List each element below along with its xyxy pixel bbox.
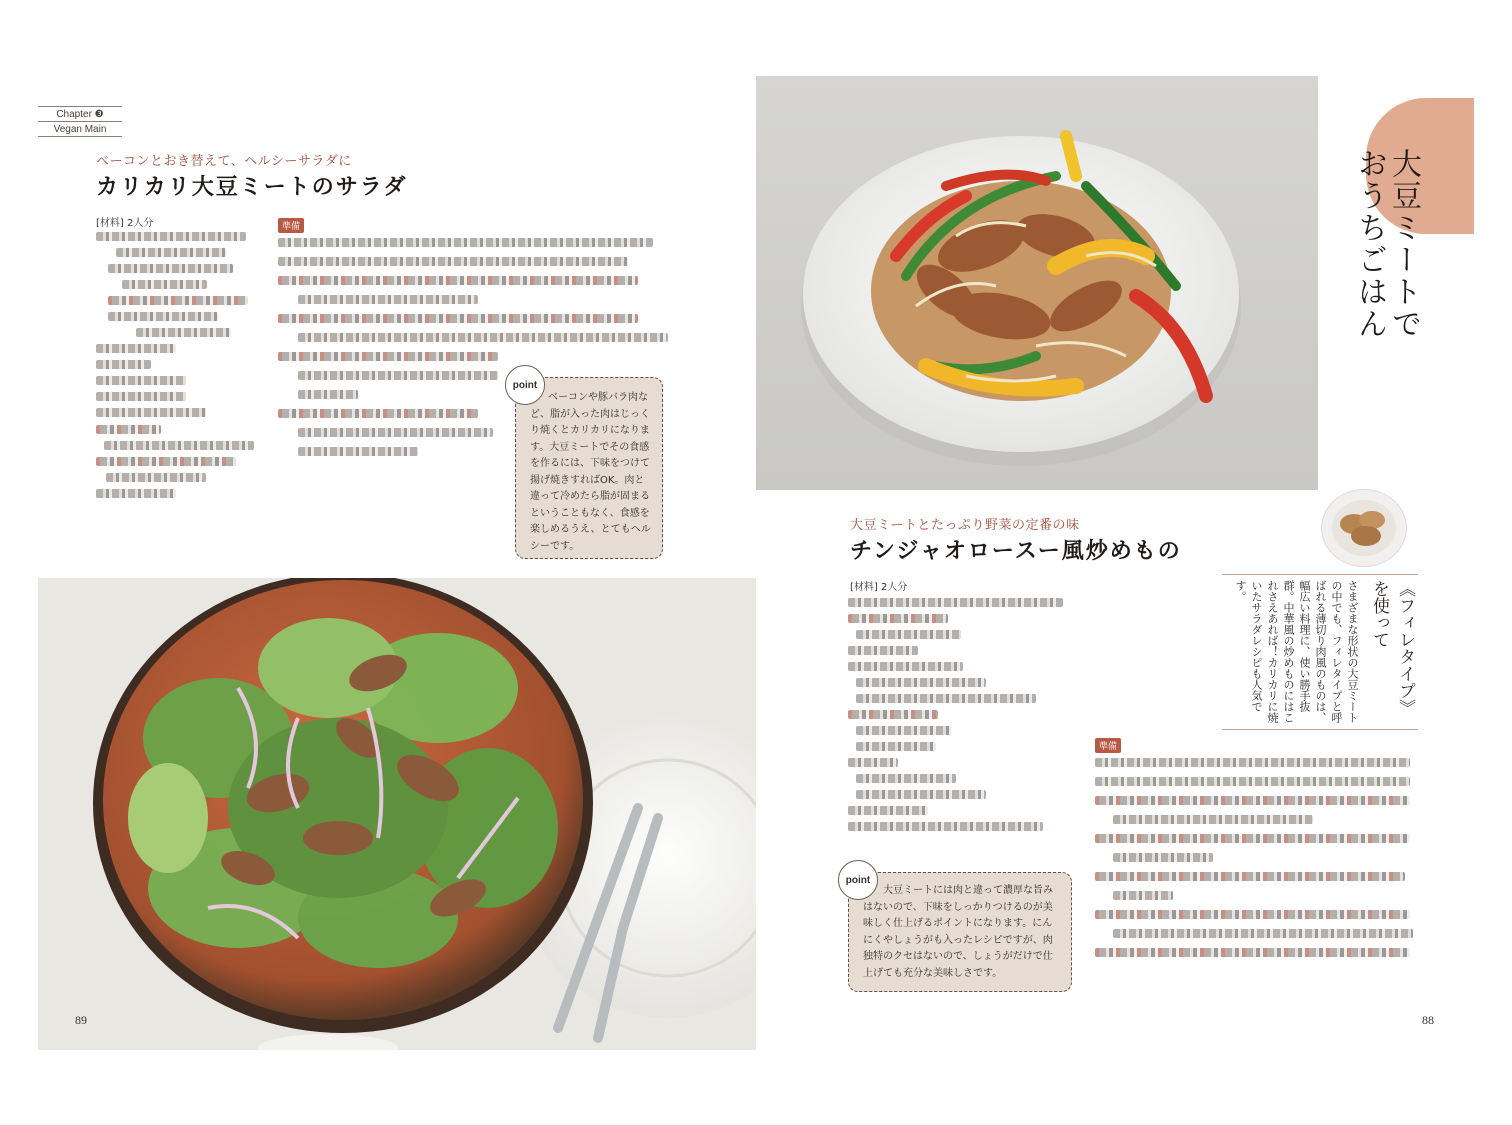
- chapter-label: [38, 106, 122, 137]
- recipe-title: カリカリ大豆ミートのサラダ: [96, 175, 408, 200]
- prep-tag: 準備: [278, 218, 304, 233]
- page-number-right: 88: [1422, 1013, 1434, 1027]
- materials-heading: [材料] 2人分: [96, 218, 154, 229]
- point-badge: point: [505, 365, 545, 405]
- chapter-name: Vegan Main: [38, 121, 122, 137]
- point-box-right: [848, 872, 1072, 992]
- series-title: 大豆ミートでおうちごはん: [1352, 148, 1421, 340]
- materials-list-right: [848, 598, 1068, 838]
- point-text-right: 大豆ミートには肉と違って濃厚な旨みはないので、下味をしっかりつけるのが美味しく仕上げるポイントになります。にんにくやしょうがも入ったレシピですが、肉独特のクセはないので、しょうがだけで仕上げても充分な美味しさです。: [863, 885, 1053, 979]
- materials-list: [96, 232, 256, 505]
- recipe-subtitle-right: 大豆ミートとたっぷり野菜の定番の味: [850, 518, 1080, 533]
- point-text: ベーコンや豚バラ肉など、脂が入った肉はじっくり焼くとカリカリになります。大豆ミートでその食感を作るには、下味をつけて揚げ焼きすればOK。肉と違って冷めたら脂が固まるということもなく、食感を楽しめるうえ、とてもヘルシーです。: [530, 392, 651, 552]
- sidebar-text: さまざまな形状の大豆ミートの中でも、フィレタイプと呼ばれる薄切り肉風のものは、幅広い料理に、使い勝手抜群。中華風の炒めものにはこれさえあれば！カリカリに焼いたサラダレシピも人気です。: [1234, 580, 1359, 723]
- soy-meat-photo: [1322, 490, 1406, 566]
- stirfry-photo: [756, 76, 1318, 490]
- recipe-title-right: チンジャオロースー風炒めもの: [850, 539, 1182, 564]
- sidebar-heading: 《フィレタイプ》を使って: [1369, 580, 1415, 716]
- materials-heading-right: [材料] 2人分: [850, 582, 908, 593]
- prep-tag-right: 準備: [1095, 738, 1121, 753]
- page-number-left: 89: [75, 1013, 87, 1027]
- point-badge-right: point: [838, 860, 878, 900]
- point-box: [515, 377, 663, 559]
- recipe-subtitle: ベーコンとおき替えて、ヘルシーサラダに: [96, 154, 352, 169]
- prep-steps-right: [1095, 758, 1415, 964]
- salad-photo: [38, 578, 756, 1050]
- chapter-number: Chapter ❸: [38, 106, 122, 121]
